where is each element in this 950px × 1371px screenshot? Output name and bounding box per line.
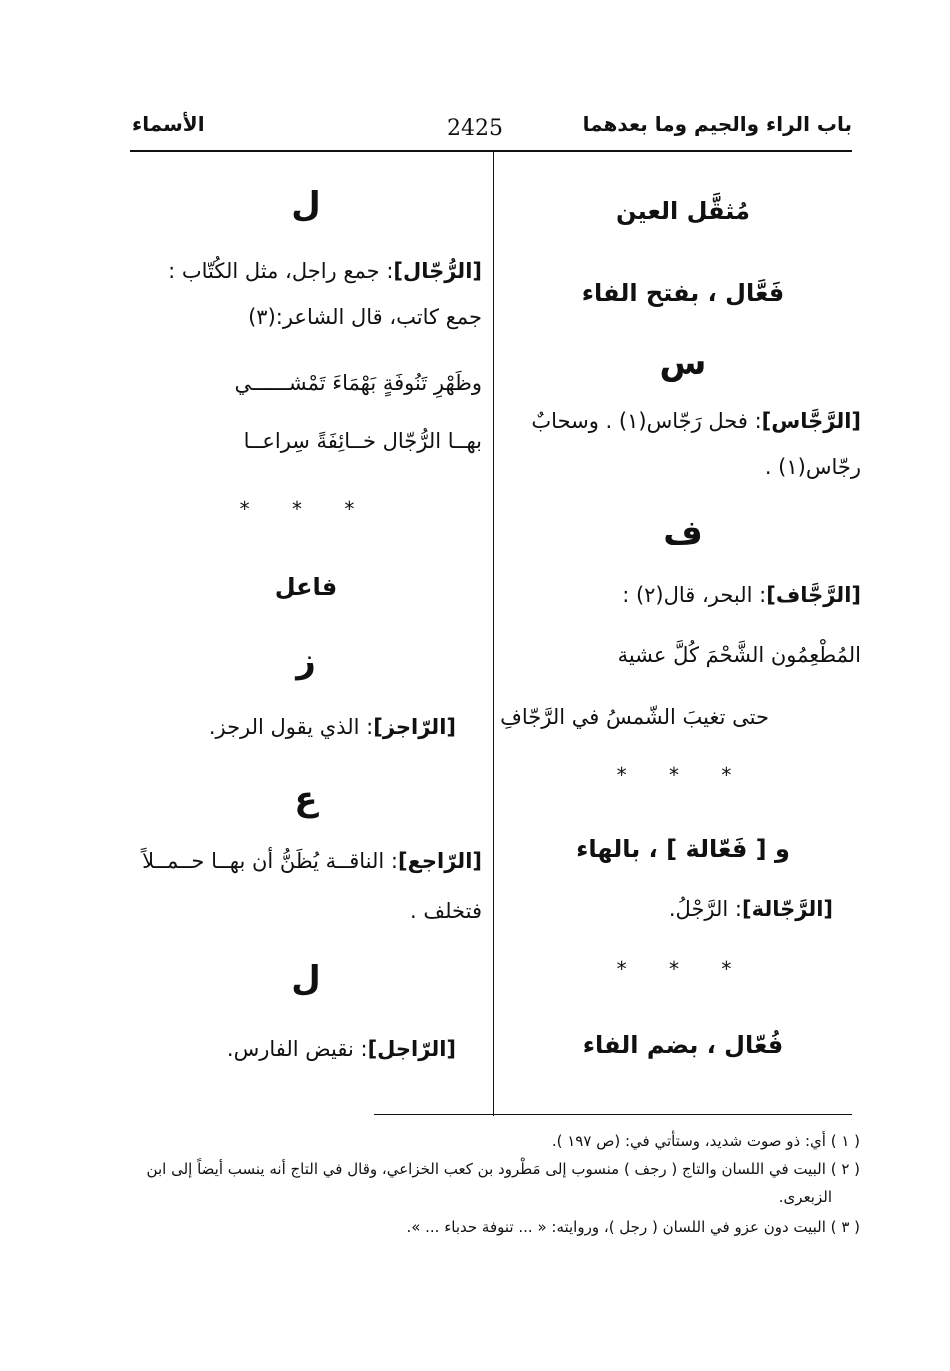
entry-line: جمع كاتب، قال الشاعر:(٣)	[248, 305, 482, 329]
entry-headword: [الرّاجل]	[367, 1037, 456, 1061]
entry-line: رجّاس(١) .	[764, 455, 861, 479]
pattern-heading: فُعّال ، بضم الفاء	[582, 1031, 784, 1059]
pattern-heading: فَعَّال ، بفتح الفاء	[581, 279, 785, 307]
letter-heading: ل	[291, 185, 321, 225]
entry-text: : فحل رَجّاس(١) . وسحابٌ	[531, 409, 762, 433]
entry-text: : الذي يقول الرجز.	[208, 715, 374, 739]
verse-line: حتى تغيبَ الشّمسُ في الرَّجّافِ	[500, 705, 769, 729]
entry-headword: [الرّاجع]	[397, 849, 482, 873]
running-header-chapter: باب الراء والجيم وما بعدهما	[582, 112, 852, 136]
pattern-heading: و [ فَعّالة ] ، بالهاء	[576, 835, 790, 863]
footnote-2: ( ٢ ) البيت في اللسان والتاج ( رجف ) منسوب إلى مَطْرود بن كعب الخزاعي، وقال في التاج أنه ينسب أيضاً إلى ابن	[146, 1160, 860, 1178]
entry-text: : الناقــة يُظَنُّ أن بهــا حــمــلاً	[142, 849, 398, 873]
left-column	[130, 0, 482, 1110]
letter-heading: ز	[296, 641, 316, 681]
entry-line	[130, 846, 482, 876]
separator-stars: * * *	[239, 497, 373, 521]
entry-line	[505, 406, 861, 436]
footnote-2-continued: الزبعرى.	[778, 1188, 832, 1206]
running-header-section: الأسماء	[132, 112, 205, 136]
entry-line	[505, 580, 861, 610]
right-column	[500, 0, 861, 1110]
footnote-rule	[374, 1114, 852, 1115]
entry-headword: [الرَّجَّاس]	[761, 409, 861, 433]
entry-headword: [الرَّجّالة]	[742, 897, 833, 921]
separator-stars: * * *	[616, 763, 750, 787]
footnote-3: ( ٣ ) البيت دون عزو في اللسان ( رجل )، وروايته: « ... تنوفة حدباء ... ».	[406, 1218, 860, 1236]
entry-text: : الرَّجْلُ.	[668, 897, 743, 921]
letter-heading: ل	[291, 959, 321, 999]
entry-line	[130, 1034, 482, 1064]
pattern-heading: فاعل	[274, 573, 338, 601]
footnote-1: ( ١ ) أي: ذو صوت شديد، وستأتي في: (ص ١٩٧ ).	[551, 1132, 860, 1150]
letter-heading: س	[659, 343, 707, 383]
section-heading: مُثقَّل العين	[616, 197, 750, 225]
verse-line: بهــا الرُّجّال خــائِفَةً سِراعــا	[243, 429, 482, 453]
entry-line	[130, 256, 482, 286]
letter-heading: ف	[663, 513, 703, 553]
entry-line: فتخلف .	[410, 899, 482, 923]
separator-stars: * * *	[616, 957, 750, 981]
entry-text: : جمع راجل، مثل الكُتّاب :	[168, 259, 394, 283]
verse-line: وظَهْرِ تَنُوفَةٍ بَهْمَاءَ تَمْشــــــي	[234, 371, 482, 395]
entry-headword: [الرَّجَّاف]	[766, 583, 861, 607]
entry-line	[130, 712, 482, 742]
entry-line	[505, 894, 861, 924]
entry-text: : نقيض الفارس.	[226, 1037, 368, 1061]
verse-line: المُطْعِمُون الشَّحْمَ كُلَّ عشية	[617, 643, 861, 667]
entry-headword: [الرُّجّال]	[393, 259, 482, 283]
entry-headword: [الرّاجز]	[373, 715, 456, 739]
page-number: 2425	[447, 116, 503, 141]
column-divider	[493, 152, 494, 1116]
letter-heading: ع	[294, 779, 318, 819]
entry-text: : البحر، قال(٢) :	[622, 583, 767, 607]
